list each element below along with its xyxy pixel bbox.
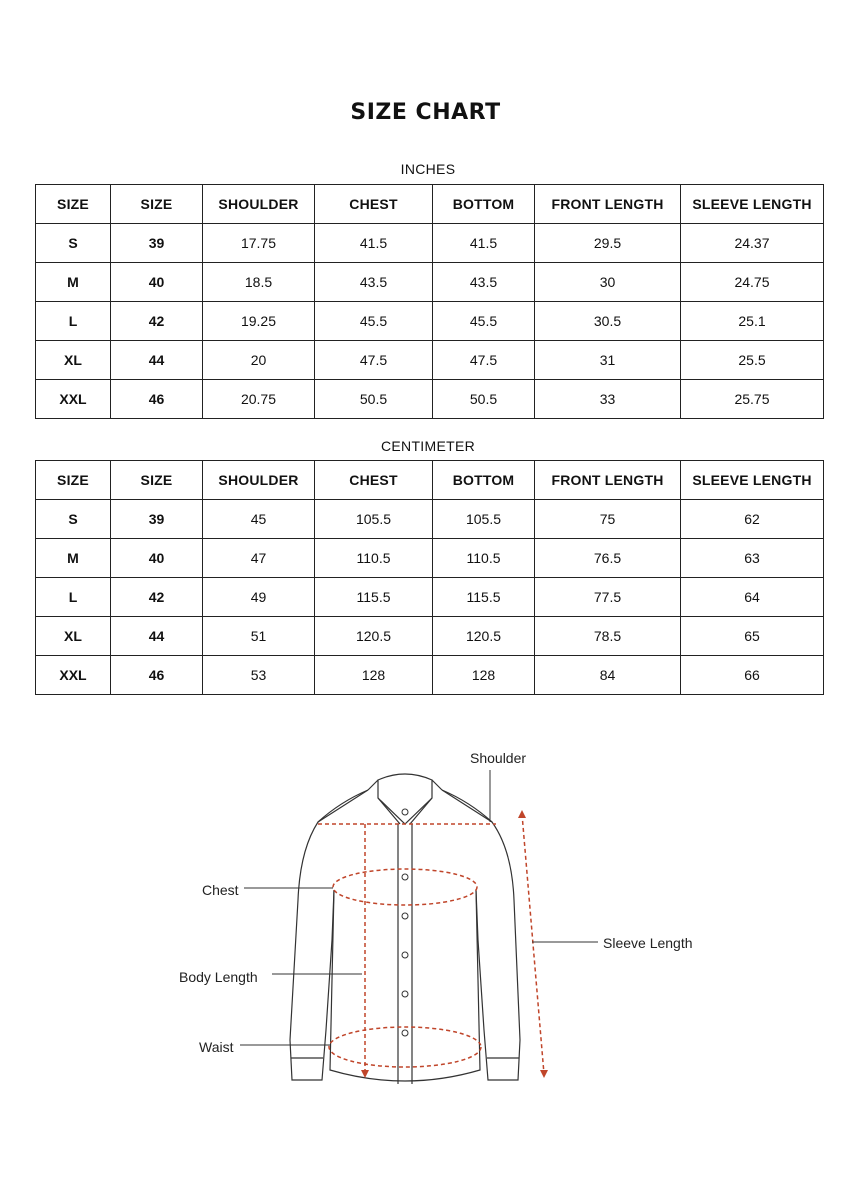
table-cell: 78.5	[535, 617, 681, 656]
table-row	[36, 539, 824, 578]
table-cell: 75	[535, 500, 681, 539]
column-header: BOTTOM	[433, 185, 535, 224]
table-cell: S	[36, 500, 111, 539]
table-cell: 47.5	[433, 341, 535, 380]
column-header: CHEST	[315, 185, 433, 224]
inches-caption: INCHES	[400, 161, 456, 177]
table-cell: 19.25	[203, 302, 315, 341]
table-cell: 44	[111, 341, 203, 380]
table-cell: L	[36, 302, 111, 341]
body-length-label: Body Length	[179, 969, 258, 985]
table-cell: 45	[203, 500, 315, 539]
table-cell: 30	[535, 263, 681, 302]
table-cell: 115.5	[315, 578, 433, 617]
table-cell: 41.5	[433, 224, 535, 263]
table-cell: 47	[203, 539, 315, 578]
table-cell: 20	[203, 341, 315, 380]
table-row	[36, 380, 824, 419]
column-header: SIZE	[36, 461, 111, 500]
table-cell: 41.5	[315, 224, 433, 263]
column-header: SLEEVE LENGTH	[681, 461, 824, 500]
column-header: FRONT LENGTH	[535, 185, 681, 224]
table-cell: 47.5	[315, 341, 433, 380]
table-cell: 31	[535, 341, 681, 380]
column-header: SHOULDER	[203, 185, 315, 224]
table-cell: 110.5	[315, 539, 433, 578]
table-cell: XL	[36, 341, 111, 380]
table-cell: 30.5	[535, 302, 681, 341]
column-header: CHEST	[315, 461, 433, 500]
table-cell: 42	[111, 578, 203, 617]
table-row	[36, 224, 824, 263]
table-cell: 65	[681, 617, 824, 656]
table-cell: 62	[681, 500, 824, 539]
table-cell: 120.5	[433, 617, 535, 656]
table-cell: 45.5	[315, 302, 433, 341]
table-row	[36, 302, 824, 341]
table-cell: 53	[203, 656, 315, 695]
inches-table	[35, 184, 824, 419]
table-cell: 50.5	[315, 380, 433, 419]
table-cell: 76.5	[535, 539, 681, 578]
table-cell: 40	[111, 539, 203, 578]
table-cell: 33	[535, 380, 681, 419]
table-cell: XL	[36, 617, 111, 656]
table-cell: 77.5	[535, 578, 681, 617]
shoulder-label: Shoulder	[470, 750, 527, 766]
centimeter-caption: CENTIMETER	[381, 438, 475, 454]
table-row	[36, 578, 824, 617]
table-cell: 84	[535, 656, 681, 695]
table-cell: 24.37	[681, 224, 824, 263]
column-header: SIZE	[111, 185, 203, 224]
table-cell: 25.75	[681, 380, 824, 419]
table-cell: 44	[111, 617, 203, 656]
table-cell: XXL	[36, 380, 111, 419]
waist-label: Waist	[199, 1039, 234, 1055]
table-cell: 40	[111, 263, 203, 302]
table-cell: 46	[111, 380, 203, 419]
table-cell: M	[36, 539, 111, 578]
column-header: BOTTOM	[433, 461, 535, 500]
column-header: FRONT LENGTH	[535, 461, 681, 500]
table-cell: L	[36, 578, 111, 617]
table-cell: 45.5	[433, 302, 535, 341]
table-cell: 105.5	[315, 500, 433, 539]
table-cell: 42	[111, 302, 203, 341]
table-cell: 115.5	[433, 578, 535, 617]
sleeve-length-label: Sleeve Length	[603, 935, 693, 951]
table-cell: 18.5	[203, 263, 315, 302]
table-row	[36, 500, 824, 539]
table-cell: S	[36, 224, 111, 263]
table-row	[36, 341, 824, 380]
table-cell: 64	[681, 578, 824, 617]
table-cell: XXL	[36, 656, 111, 695]
chest-label: Chest	[202, 882, 239, 898]
column-header: SLEEVE LENGTH	[681, 185, 824, 224]
header-row	[36, 185, 824, 224]
table-cell: 120.5	[315, 617, 433, 656]
table-cell: 128	[315, 656, 433, 695]
centimeter-table	[35, 460, 824, 695]
table-cell: 50.5	[433, 380, 535, 419]
table-row	[36, 656, 824, 695]
table-row	[36, 263, 824, 302]
table-row	[36, 617, 824, 656]
table-cell: 43.5	[315, 263, 433, 302]
shirt-illustration	[0, 740, 851, 1120]
table-cell: 43.5	[433, 263, 535, 302]
table-cell: 128	[433, 656, 535, 695]
table-cell: M	[36, 263, 111, 302]
column-header: SHOULDER	[203, 461, 315, 500]
table-cell: 63	[681, 539, 824, 578]
table-cell: 46	[111, 656, 203, 695]
table-cell: 25.5	[681, 341, 824, 380]
table-cell: 39	[111, 500, 203, 539]
table-cell: 49	[203, 578, 315, 617]
table-cell: 17.75	[203, 224, 315, 263]
header-row	[36, 461, 824, 500]
table-cell: 39	[111, 224, 203, 263]
table-cell: 110.5	[433, 539, 535, 578]
table-cell: 25.1	[681, 302, 824, 341]
table-cell: 20.75	[203, 380, 315, 419]
table-cell: 24.75	[681, 263, 824, 302]
shirt-measurement-diagram	[0, 740, 851, 1125]
table-cell: 29.5	[535, 224, 681, 263]
column-header: SIZE	[36, 185, 111, 224]
page-title: SIZE CHART	[350, 100, 501, 125]
table-cell: 51	[203, 617, 315, 656]
column-header: SIZE	[111, 461, 203, 500]
table-cell: 105.5	[433, 500, 535, 539]
table-cell: 66	[681, 656, 824, 695]
